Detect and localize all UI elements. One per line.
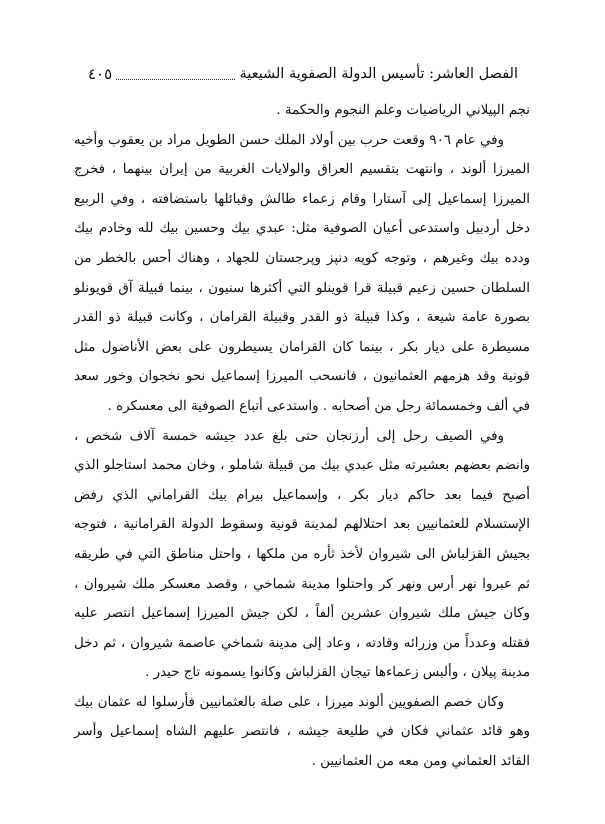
page-number: ٤٠٥ bbox=[88, 65, 113, 83]
paragraph: نجم الپيلاني الرياضيات وعلم النجوم والحكمة . bbox=[276, 103, 530, 118]
running-header bbox=[88, 60, 518, 84]
chapter-title: الفصل العاشر: تأسيس الدولة الصفوية الشيعية bbox=[239, 66, 518, 82]
header-dot-leader bbox=[116, 79, 235, 80]
paragraph: وفي الصيف رحل إلى أرزنجان حتى بلغ عدد جيشه خمسة آلاف شخص ، وانضم بعضهم بعشيرته مثل عبدي بيك من قبيلة شاملو ، وخان محمد استاجلو الذي أصبح فيما بعد حاكم ديار بكر ، وإسماعيل بيرام بيك القراماني الذي رفض الإستسلام للعثمانيين بعد احتلالهم لمدينة قونية وسقوط الدولة القرامانية ، فتوجه بجيش القزلباش الى شيروان لأخذ ثأره من ملكها ، واحتل مناطق التي في طريقه ثم عبروا نهر أرس ونهر كر واحتلوا مدينة شماخي ، وقصد معسكر ملك شيروان ، وكان جيش ملك شيروان عشرين ألفاً ، لكن جيش الميرزا إسماعيل انتصر عليه فقتله وعدداً من وزرائه وقادته ، وعاد إلى مدينة شماخي عاصمة شيروان ، ثم دخل مدينة پيلان ، وألبس زعماءها تيجان القزلباش وكانوا يسمونه تاج حيدر . bbox=[74, 428, 530, 681]
paragraph: وكان خصم الصفويين ألوند ميرزا ، على صلة بالعثمانيين فأرسلوا له عثمان بيك وهو قائد عثماني فكان في طليعة جيشه ، فانتصر عليهم الشاه إسماعيل وأسر القائد العثماني ومن معه من العثمانيين . bbox=[74, 694, 530, 770]
paragraph: وفي عام ٩٠٦ وقعت حرب بين أولاد الملك حسن الطويل مراد بن يعقوب وأخيه الميرزا ألوند ، وانتهت بتقسيم العراق والولايات الغربية من إيران بينهما ، فخرج الميرزا إسماعيل إلى آستارا وقام زعماء طالش وقبائلها باستضافته ، وفي الربيع دخل أردبيل واستدعى أعيان الصوفية مثل: عبدي بيك وحسين بيك لله وخادم بيك ودده بيك وغيرهم ، وتوجه كوپه دنپز وپرجستان للجهاد ، وهناك أحس بالخطر من السلطان حسين زعيم قبيلة قرا قوينلو التي أكثرها سنيون ، بينما قبيلة آق قويونلو بصورة عامة شيعة ، وكذا قبيلة ذو القدر وقبيلة القرامان ، وكانت قبيلة ذو القدر مسيطرة على ديار بكر ، بينما كان القرامان يسيطرون على بعض الأناضول مثل قونية وقد هزمهم العثمانيون ، فانسحب الميرزا إسماعيل نحو نخجوان وخور سعد في ألف وخمسمائة رجل من أصحابه . واستدعى أتباع الصوفية الى معسكره . bbox=[74, 132, 530, 414]
body-text bbox=[74, 96, 530, 777]
